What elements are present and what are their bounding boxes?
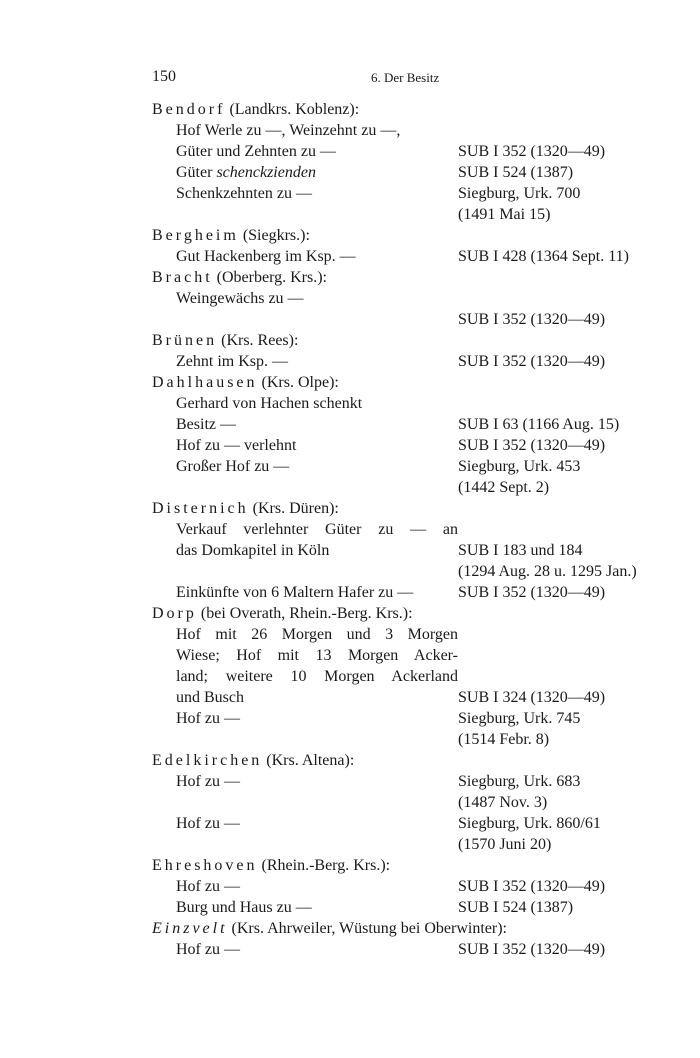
entry-row (152, 876, 672, 897)
holding-description: Hof zu — verlehnt (176, 437, 297, 454)
place-district: (bei Overath, Rhein.-Berg. Krs.): (196, 605, 413, 622)
entry-row (152, 729, 672, 750)
register-entry (152, 99, 672, 225)
entry-row (152, 771, 672, 792)
entry-heading (152, 225, 672, 246)
register-entry (152, 267, 672, 330)
source-reference: Siegburg, Urk. 700 (458, 185, 581, 202)
source-reference: (1514 Febr. 8) (458, 731, 550, 748)
place-district: (Krs. Olpe): (257, 374, 339, 391)
holding-description: Gerhard von Hachen schenkt (176, 395, 363, 412)
page-header (0, 66, 700, 86)
entry-row (152, 540, 672, 561)
place-district: (Krs. Rees): (217, 332, 299, 349)
place-district: (Landkrs. Koblenz): (225, 101, 360, 118)
place-register (152, 99, 672, 960)
place-district: (Krs. Altena): (262, 752, 355, 769)
register-entry (152, 603, 672, 750)
entry-row (152, 183, 672, 204)
holding-description (152, 834, 458, 855)
holding-description: Hof zu — (176, 878, 240, 895)
holding-description: Wiese; Hof mit 13 Morgen Acker- (176, 647, 458, 664)
holding-description: Güter und Zehnten zu — (176, 143, 336, 160)
entry-row (152, 141, 672, 162)
holding-description (152, 729, 458, 750)
holding-description: Hof Werle zu —, Weinzehnt zu —, (176, 122, 401, 139)
entry-row (152, 414, 672, 435)
entry-heading (152, 918, 672, 939)
holding-description: Zehnt im Ksp. — (176, 353, 288, 370)
source-reference: SUB I 324 (1320—49) (458, 689, 606, 706)
holding-description: Verkauf verlehnter Güter zu — an (176, 521, 458, 538)
holding-description: Hof zu — (176, 773, 240, 790)
source-reference (458, 666, 672, 687)
entry-row (152, 120, 672, 141)
source-reference (458, 393, 672, 414)
register-entry (152, 918, 672, 960)
entry-row (152, 666, 672, 687)
entry-row (152, 582, 672, 603)
entry-row (152, 435, 672, 456)
entry-heading (152, 750, 672, 771)
source-reference (458, 519, 672, 540)
register-entry (152, 855, 672, 918)
place-name: Edelkirchen (152, 752, 263, 769)
entry-heading (152, 267, 672, 288)
entry-heading (152, 855, 672, 876)
holding-description: Hof mit 26 Morgen und 3 Morgen (176, 626, 458, 643)
source-reference: SUB I 352 (1320—49) (458, 941, 606, 958)
source-reference: SUB I 352 (1320—49) (458, 878, 606, 895)
source-reference: SUB I 524 (1387) (458, 899, 574, 916)
entry-row (152, 834, 672, 855)
source-reference: Siegburg, Urk. 860/61 (458, 815, 601, 832)
place-district: (Krs. Düren): (248, 500, 339, 517)
holding-description: Hof zu — (176, 815, 240, 832)
page-number: 150 (152, 68, 176, 85)
entry-row (152, 561, 672, 582)
holding-description: Hof zu — (176, 941, 240, 958)
entry-row (152, 897, 672, 918)
holding-text: Güter (176, 164, 217, 181)
entry-row (152, 813, 672, 834)
source-reference: Siegburg, Urk. 453 (458, 458, 581, 475)
register-entry (152, 330, 672, 372)
holding-description: das Domkapitel in Köln (176, 542, 330, 559)
source-reference: (1294 Aug. 28 u. 1295 Jan.) (458, 563, 637, 580)
source-reference: SUB I 352 (1320—49) (458, 437, 606, 454)
entry-heading (152, 372, 672, 393)
register-entry (152, 498, 672, 603)
entry-row (152, 351, 672, 372)
place-name: Brünen (152, 332, 218, 349)
holding-description: und Busch (176, 689, 244, 706)
entry-heading (152, 99, 672, 120)
holding-description: Schenkzehnten zu — (176, 185, 312, 202)
source-reference: SUB I 352 (1320—49) (458, 143, 606, 160)
source-reference (458, 120, 672, 141)
holding-text-italic: schenckzienden (216, 164, 316, 181)
source-reference: (1487 Nov. 3) (458, 794, 548, 811)
source-reference: (1570 Juni 20) (458, 836, 552, 853)
source-reference: SUB I 428 (1364 Sept. 11) (458, 248, 629, 265)
holding-description: Burg und Haus zu — (176, 899, 312, 916)
place-name: Dahlhausen (152, 374, 258, 391)
holding-description: Besitz — (176, 416, 236, 433)
entry-row (152, 288, 672, 309)
source-reference: (1442 Sept. 2) (458, 479, 550, 496)
running-title: 6. Der Besitz (371, 70, 440, 85)
place-name: Bracht (152, 269, 213, 286)
holding-description (152, 309, 458, 330)
place-name: Einzvelt (152, 920, 228, 937)
place-district: (Rhein.-Berg. Krs.): (257, 857, 391, 874)
holding-description (152, 477, 458, 498)
entry-heading (152, 603, 672, 624)
holding-description (152, 792, 458, 813)
register-entry (152, 225, 672, 267)
source-reference: SUB I 352 (1320—49) (458, 311, 606, 328)
holding-description (152, 561, 458, 582)
source-reference: SUB I 524 (1387) (458, 164, 574, 181)
holding-description (152, 162, 458, 183)
place-district: (Siegkrs.): (238, 227, 310, 244)
entry-row (152, 204, 672, 225)
holding-description: Hof zu — (176, 710, 240, 727)
holding-description: Weingewächs zu — (176, 290, 304, 307)
register-entry (152, 372, 672, 498)
entry-row (152, 687, 672, 708)
place-name: Bergheim (152, 227, 239, 244)
entry-row (152, 246, 672, 267)
entry-row (152, 456, 672, 477)
source-reference (458, 645, 672, 666)
source-reference: SUB I 352 (1320—49) (458, 584, 606, 601)
entry-row (152, 519, 672, 540)
entry-row (152, 624, 672, 645)
source-reference: SUB I 183 und 184 (458, 542, 583, 559)
source-reference (458, 624, 672, 645)
entry-row (152, 162, 672, 183)
entry-row (152, 477, 672, 498)
place-name: Ehreshoven (152, 857, 258, 874)
source-reference: SUB I 63 (1166 Aug. 15) (458, 416, 620, 433)
source-reference: (1491 Mai 15) (458, 206, 551, 223)
holding-description: land; weitere 10 Morgen Ackerland (176, 668, 458, 685)
entry-heading (152, 498, 672, 519)
source-reference: Siegburg, Urk. 745 (458, 710, 581, 727)
entry-row (152, 792, 672, 813)
entry-heading (152, 330, 672, 351)
source-reference: Siegburg, Urk. 683 (458, 773, 581, 790)
place-name: Dorp (152, 605, 197, 622)
holding-description: Einkünfte von 6 Maltern Hafer zu — (176, 584, 414, 601)
place-district: (Krs. Ahrweiler, Wüstung bei Oberwinter): (227, 920, 507, 937)
place-district: (Oberberg. Krs.): (212, 269, 327, 286)
holding-description (152, 204, 458, 225)
entry-row (152, 393, 672, 414)
holding-description: Gut Hackenberg im Ksp. — (176, 248, 356, 265)
place-name: Bendorf (152, 101, 226, 118)
holding-description: Großer Hof zu — (176, 458, 290, 475)
entry-row (152, 645, 672, 666)
entry-row (152, 939, 672, 960)
place-name: Disternich (152, 500, 249, 517)
entry-row (152, 708, 672, 729)
register-entry (152, 750, 672, 855)
entry-row (152, 309, 672, 330)
source-reference (458, 288, 672, 309)
source-reference: SUB I 352 (1320—49) (458, 353, 606, 370)
